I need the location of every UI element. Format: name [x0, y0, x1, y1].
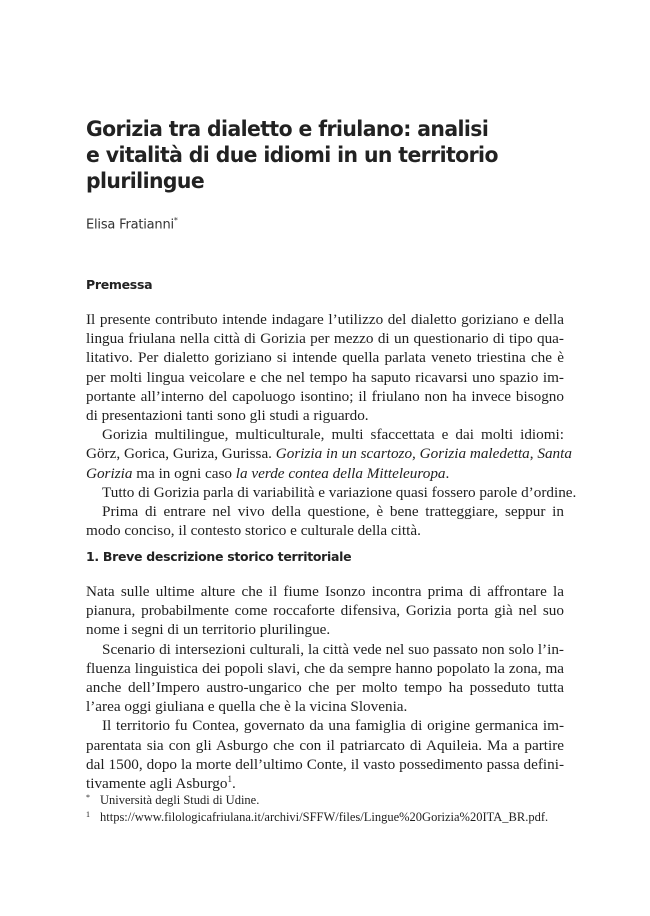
title-line: Gorizia tra dialetto e friulano: analisi	[86, 117, 489, 141]
section-1-body	[86, 582, 564, 793]
italic-quote: Gorizia	[86, 464, 133, 482]
text-line: Scenario di intersezioni culturali, la città vede nel suo passato non solo l’in-	[102, 640, 564, 658]
section-heading-1: 1. Breve descrizione storico territoriale	[86, 549, 352, 564]
text-line: Tutto di Gorizia parla di variabilità e variazione quasi fossero parole d’ordine.	[102, 483, 577, 501]
text-line: lingua friulana nella città di Gorizia per mezzo di un questionario di tipo qua-	[86, 330, 564, 348]
text-line: pianura, probabilmente come roccaforte difensiva, Gorizia porta già nel suo	[86, 602, 564, 620]
text-line: anche dell’Impero austro-ungarico che per molto tempo ha posseduto tutta	[86, 679, 564, 697]
text-line: parentata sia con gli Asburgo che con il patriarcato di Aquileia. Ma a partire	[86, 736, 564, 754]
section-heading-premessa: Premessa	[86, 277, 153, 292]
text-line: Gorizia multilingue, multiculturale, multi sfaccettata e dai molti idiomi:	[102, 426, 564, 444]
text-line: Prima di entrare nel vivo della questione, è bene tratteggiare, seppur in	[102, 503, 564, 521]
paragraph	[86, 502, 564, 540]
paragraph	[86, 483, 577, 502]
text-line: portante all’interno del capoluogo isontino; il friulano non ha invece bisogno	[86, 387, 564, 405]
paragraph	[86, 582, 564, 640]
article-title	[86, 116, 550, 194]
footnote-mark: 1	[86, 810, 90, 819]
footnote	[86, 809, 564, 826]
paragraph	[86, 310, 564, 425]
footnote-ref: 1	[227, 773, 232, 784]
text-line	[86, 464, 564, 483]
title-line: plurilingue	[86, 169, 205, 193]
text-line: dal 1500, dopo la morte dell’ultimo Conte, il vasto possedimento passa defini-	[86, 755, 564, 773]
text-line: per molti lingua veicolare e che nel tempo ha saputo ricavarsi uno spazio im-	[86, 368, 564, 386]
text-run: Görz, Gorica, Guriza, Gurissa.	[86, 445, 276, 463]
italic-quote: la verde contea della Mitteleuropa	[235, 464, 446, 482]
text-run: ,	[529, 445, 538, 463]
paragraph	[86, 640, 564, 717]
italic-quote: Gorizia in un scartozo, Gorizia maledetta	[275, 445, 530, 463]
title-line: e vitalità di due idiomi in un territorio	[86, 143, 498, 167]
author-name: Elisa Fratianni	[86, 217, 174, 233]
footnote	[86, 792, 564, 809]
footnote-link[interactable]: https://www.filologicafriulana.it/archivi/SFFW/files/Lingue%20Gorizia%20ITA_BR.pdf.	[100, 810, 549, 824]
text-line: nome i segni di un territorio plurilingue.	[86, 621, 331, 639]
text-run: .	[445, 464, 450, 482]
text-line: Il territorio fu Contea, governato da una famiglia di origine germanica im-	[102, 717, 564, 735]
text-run: ma in ogni caso	[132, 464, 236, 482]
text-line: l’area oggi giuliana e quella che è la vicina Slovenia.	[86, 698, 408, 716]
author-footnote-mark: *	[173, 216, 178, 225]
text-line	[86, 774, 564, 793]
text-line: modo conciso, il contesto storico e culturale della città.	[86, 522, 421, 540]
text-line: Il presente contributo intende indagare l’utilizzo del dialetto goriziano e della	[86, 311, 564, 328]
section-premessa-body	[86, 310, 577, 540]
paragraph	[86, 716, 564, 793]
text-line: Nata sulle ultime alture che il fiume Isonzo incontra prima di affrontare la	[86, 583, 564, 600]
text-run: tivamente agli Asburgo	[86, 775, 228, 793]
paragraph	[86, 425, 572, 483]
text-line: di presentazioni tanti sono gli studi a riguardo.	[86, 407, 369, 425]
author-line	[86, 216, 178, 232]
footnote-mark: *	[86, 793, 90, 802]
text-run: .	[231, 775, 236, 793]
footnote-text: Università degli Studi di Udine.	[100, 793, 260, 807]
text-line	[86, 444, 572, 463]
footnotes	[86, 792, 564, 826]
italic-quote: Santa	[537, 445, 572, 463]
text-line: litativo. Per dialetto goriziano si intende quella parlata veneto triestina che è	[86, 349, 564, 367]
text-line: fluenza linguistica dei popoli slavi, che da sempre hanno popolato la zona, ma	[86, 659, 564, 677]
